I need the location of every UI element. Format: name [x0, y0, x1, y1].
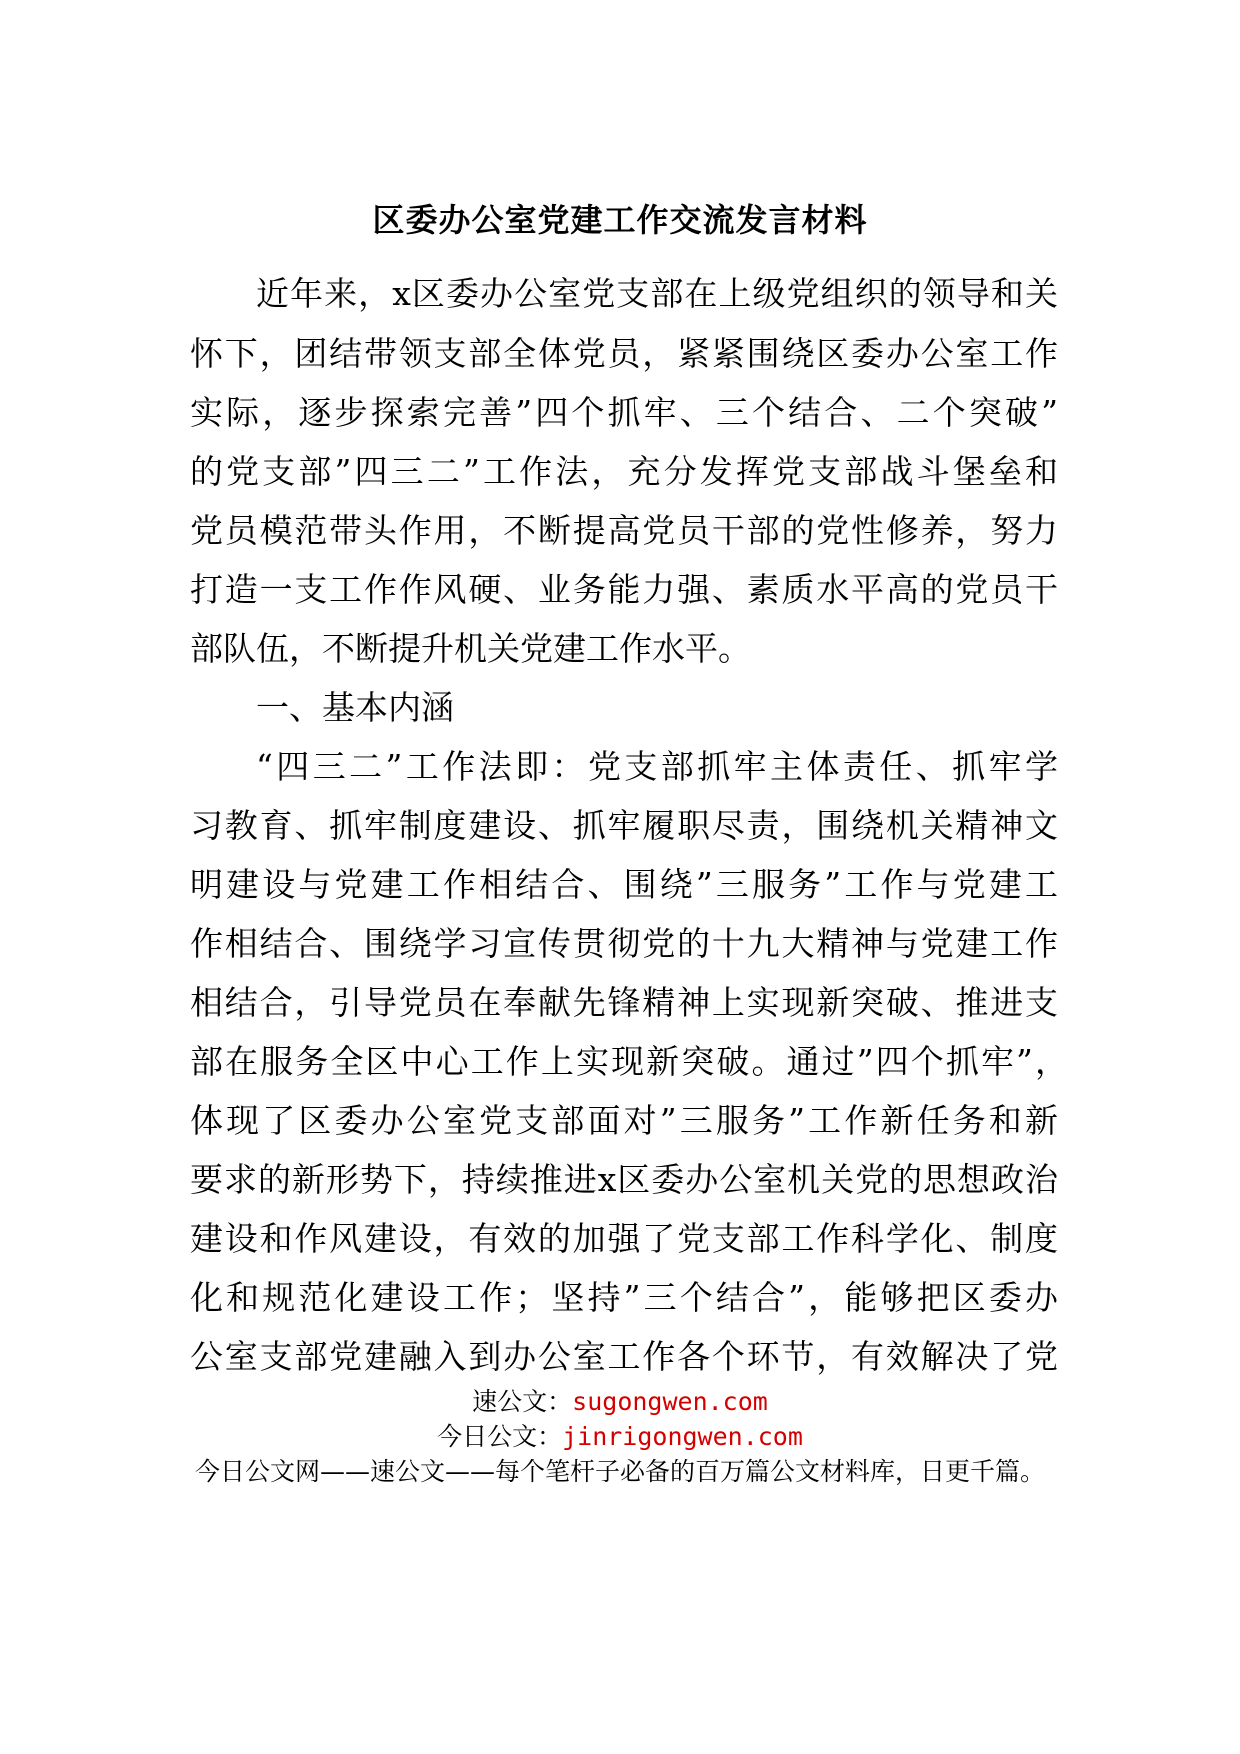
- paragraph-2-line-11: 公室支部党建融入到办公室工作各个环节，有效解决了党: [190, 1337, 1058, 1376]
- paragraph-1-line-3: 实际，逐步探索完善”四个抓牢、三个结合、二个突破”: [190, 393, 1058, 432]
- paragraph-2-line-3: 明建设与党建工作相结合、围绕”三服务”工作与党建工: [190, 865, 1058, 904]
- footer-jinrigongwen: [0, 1420, 1240, 1454]
- paragraph-2-line-4: 作相结合、围绕学习宣传贯彻党的十九大精神与党建工作: [190, 924, 1058, 963]
- paragraph-1-line-6: 打造一支工作作风硬、业务能力强、素质水平高的党员干: [190, 570, 1058, 609]
- document-title: 区委办公室党建工作交流发言材料: [372, 201, 868, 239]
- paragraph-2-line-7: 体现了区委办公室党支部面对”三服务”工作新任务和新: [190, 1101, 1058, 1140]
- section-heading-basic-connotation: 一、基本内涵: [256, 688, 454, 727]
- paragraph-2-line-2: 习教育、抓牢制度建设、抓牢履职尽责，围绕机关精神文: [190, 806, 1058, 845]
- footer-jinrigongwen-link[interactable]: jinrigongwen.com: [562, 1422, 803, 1451]
- paragraph-2-line-5: 相结合，引导党员在奉献先锋精神上实现新突破、推进支: [190, 983, 1058, 1022]
- footer-sugongwen: [0, 1385, 1240, 1419]
- paragraph-1-line-5: 党员模范带头作用，不断提高党员干部的党性修养，努力: [190, 511, 1058, 550]
- paragraph-1-line-7: 部队伍，不断提升机关党建工作水平。: [190, 629, 751, 668]
- paragraph-2-line-8: 要求的新形势下，持续推进x区委办公室机关党的思想政治: [190, 1160, 1058, 1199]
- paragraph-2-line-10: 化和规范化建设工作；坚持”三个结合”，能够把区委办: [190, 1278, 1058, 1317]
- footer-sugongwen-label: 速公文：: [472, 1387, 573, 1416]
- footer-jinrigongwen-label: 今日公文：: [437, 1422, 563, 1451]
- paragraph-1-line-4: 的党支部”四三二”工作法，充分发挥党支部战斗堡垒和: [190, 452, 1058, 491]
- paragraph-1-line-2: 怀下，团结带领支部全体党员，紧紧围绕区委办公室工作: [190, 334, 1058, 373]
- paragraph-2-line-9: 建设和作风建设，有效的加强了党支部工作科学化、制度: [190, 1219, 1058, 1258]
- paragraph-1-line-1: 近年来，x区委办公室党支部在上级党组织的领导和关: [256, 274, 1058, 313]
- paragraph-2-line-6: 部在服务全区中心工作上实现新突破。通过”四个抓牢”，: [190, 1042, 1068, 1081]
- paragraph-2-line-1: “四三二”工作法即：党支部抓牢主体责任、抓牢学: [256, 747, 1058, 786]
- footer-sugongwen-link[interactable]: sugongwen.com: [572, 1387, 768, 1416]
- footer-slogan: 今日公文网——速公文——每个笔杆子必备的百万篇公文材料库，日更千篇。: [194, 1457, 1045, 1486]
